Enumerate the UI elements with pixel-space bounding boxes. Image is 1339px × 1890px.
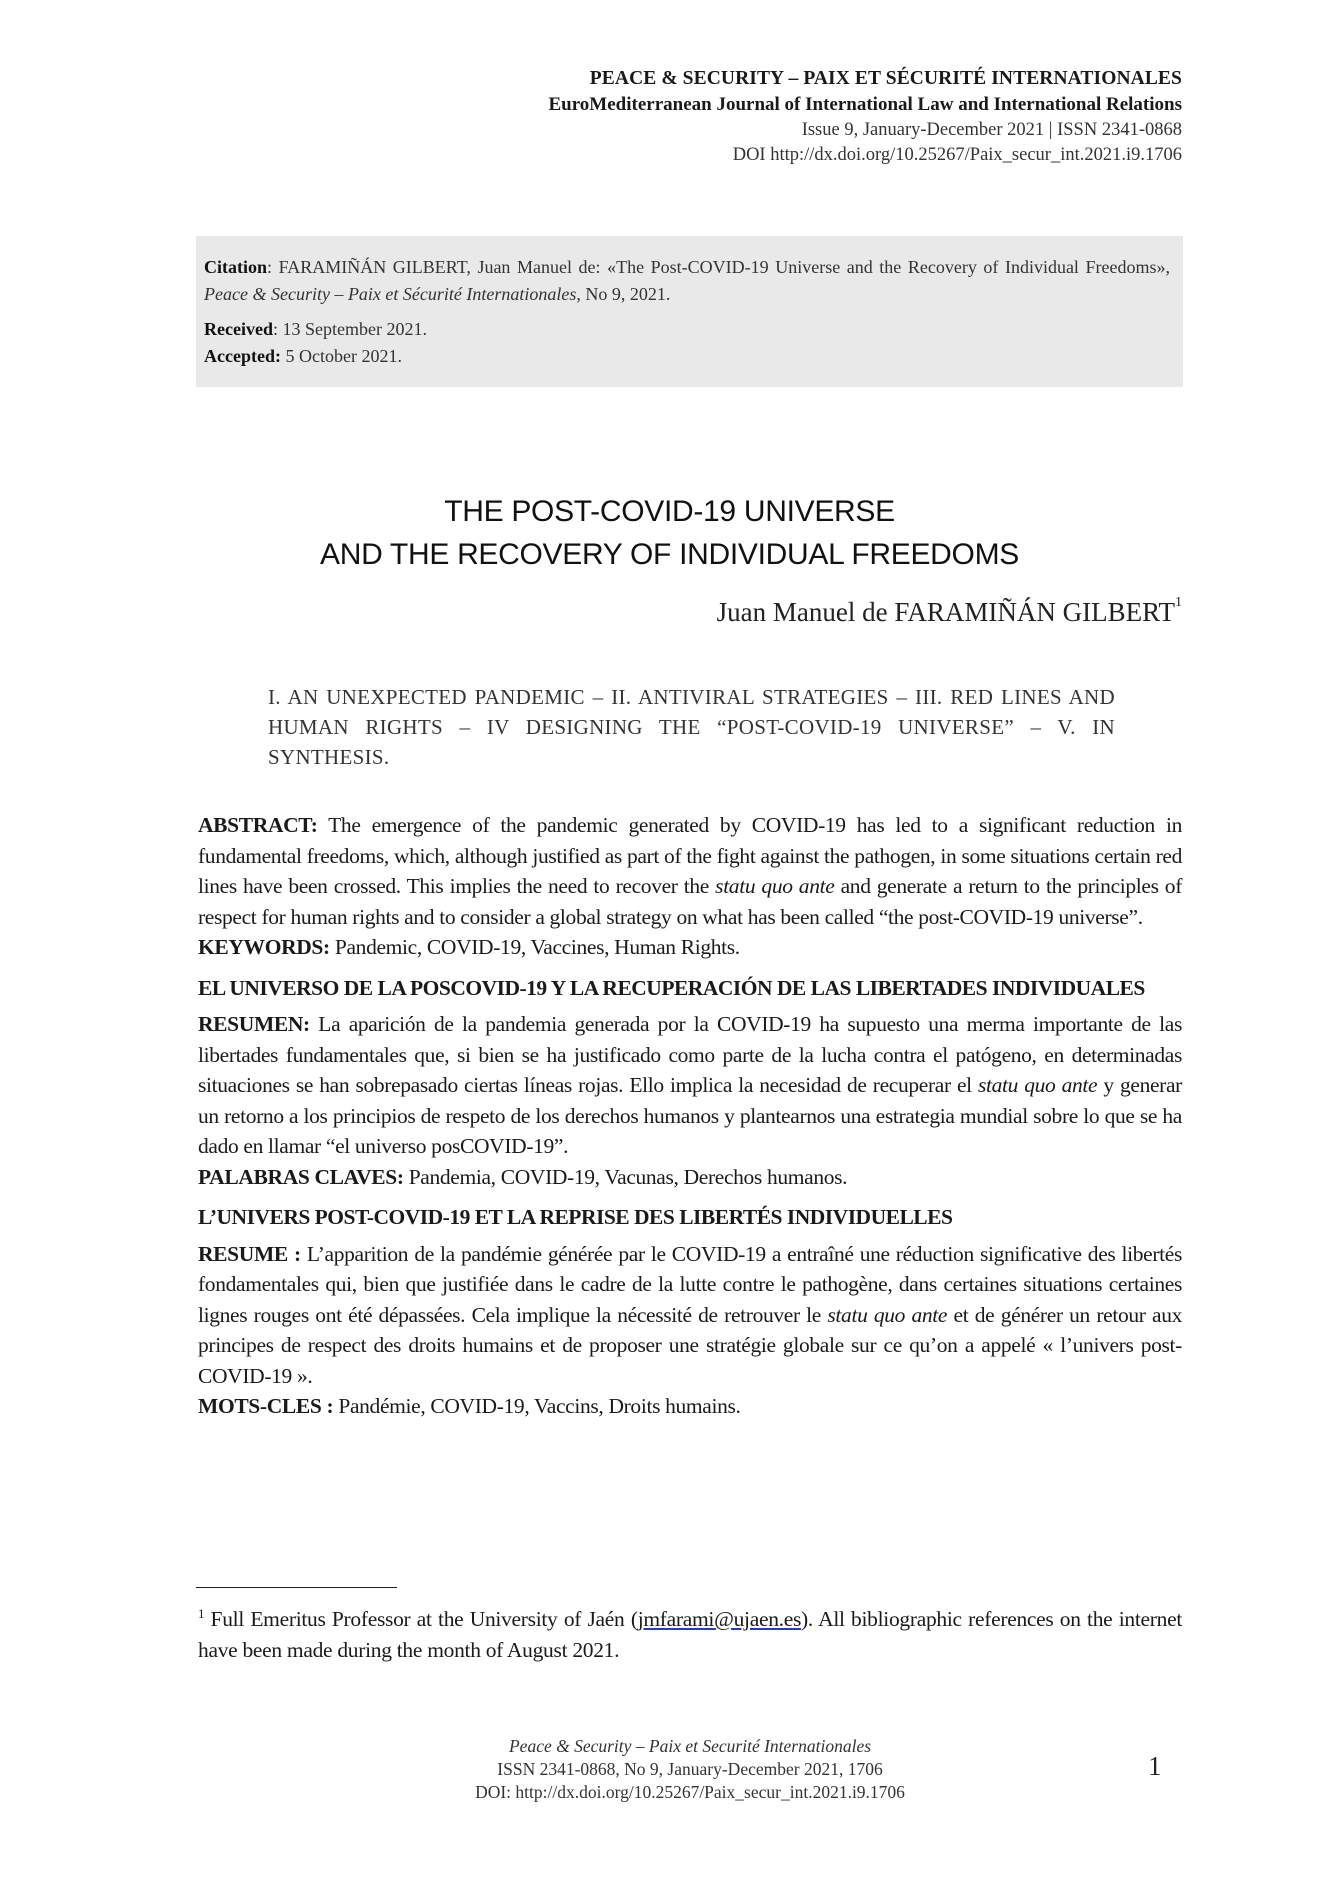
citation-label: Citation [204,257,267,277]
keywords-fr [198,1391,1182,1422]
received-label: Received [204,319,273,339]
page-number: 1 [1148,1751,1162,1781]
title-line-1: THE POST-COVID-19 UNIVERSE [444,495,895,528]
resumen-text-a: La aparición de la pandemia generada por la COVID-19 ha supuesto una merma importante de las libertades fundamentales que, si bien se ha justificado como parte de la lucha contra el patógeno, en determinadas situaciones se han sobrepasado ciertas líneas rojas. Ello implica la necesidad de recuperar el [198,1012,1182,1097]
footnote-text-a: Full Emeritus Professor at the University of Jaén ( [204,1607,638,1632]
abstract-text-b: and generate a return to the principles of respect for human rights and to consider a global strategy on what has been called “the post-COVID-19 universe”. [198,874,1183,929]
received-line [204,316,1170,343]
citation-text [204,254,1170,308]
author-line [717,597,1182,628]
footnote-divider [196,1587,397,1588]
journal-subtitle: EuroMediterranean Journal of International Law and International Relations [548,94,1182,115]
accepted-label: Accepted: [204,346,281,366]
resumen-italic: statu quo ante [977,1073,1098,1097]
resumen-label: RESUMEN: [198,1012,310,1036]
footer-doi: DOI: http://dx.doi.org/10.25267/Paix_secur_int.2021.i9.1706 [475,1782,905,1802]
article-title [0,490,1339,576]
received-date: : 13 September 2021. [272,319,427,339]
palabras-claves-text: Pandemia, COVID-19, Vacunas, Derechos humanos. [403,1164,848,1189]
header-doi: DOI http://dx.doi.org/10.25267/Paix_secur_int.2021.i9.1706 [732,145,1182,165]
abstract-label: ABSTRACT: [198,813,318,837]
title-line-2: AND THE RECOVERY OF INDIVIDUAL FREEDOMS [320,538,1019,571]
french-heading: L’UNIVERS POST-COVID-19 ET LA REPRISE DES LIBERTÉS INDIVIDUELLES [198,1205,953,1229]
mots-cles-label: MOTS-CLES : [198,1394,334,1418]
citation-body: : FARAMIÑÁN GILBERT, Juan Manuel de: «The Post-COVID-19 Universe and the Recovery of Individual Freedoms», [267,257,1170,277]
author-footnote-mark[interactable]: 1 [1175,595,1182,610]
abstract-text-a: The emergence of the pandemic generated by COVID-19 has led to a significant reduction in fundamental freedoms, which, although justified as part of the fight against the pathogen, in some situations certain red lines have been crossed. This implies the need to recover the [198,813,1182,898]
resume-italic: statu quo ante [827,1302,948,1327]
resume-fr [198,1239,1182,1392]
spanish-heading: EL UNIVERSO DE LA POSCOVID-19 Y LA RECUPERACIÓN DE LAS LIBERTADES INDIVIDUALES [198,975,1145,1000]
abstract-en [198,810,1182,932]
resumen-text-b: y generar un retorno a los principios de respeto de los derechos humanos y plantearnos una estrategia mundial sobre lo que se ha dado en llamar “el universo posCOVID-19”. [198,1073,1182,1158]
footer-journal: Peace & Security – Paix et Securité Internationales [508,1736,872,1756]
accepted-date: 5 October 2021. [280,346,402,366]
footer-issn: ISSN 2341-0868, No 9, January-December 2021, 1706 [497,1759,883,1779]
journal-header [548,66,1182,168]
palabras-claves-label: PALABRAS CLAVES: [198,1164,404,1189]
issue-info: Issue 9, January-December 2021 | ISSN 2341-0868 [801,120,1182,140]
resume-text-b: et de générer un retour aux principes de respect des droits humains et de proposer une stratégie globale sur ce qu’on a appelé « l’univers post-COVID-19 ». [198,1302,1182,1388]
citation-box [196,236,1183,387]
keywords-es [198,1162,1182,1193]
footnote-text-b: ). All bibliographic references on the internet have been made during the month of August 2021. [198,1607,1182,1663]
citation-journal: Peace & Security – Paix et Sécurité Internationales [204,284,577,304]
author-email-link[interactable]: jmfarami@ujaen.es [637,1607,802,1632]
keywords-en [198,932,1182,963]
keywords-text: Pandemic, COVID-19, Vaccines, Human Rights. [329,935,740,959]
author-name: Juan Manuel de FARAMIÑÁN GILBERT [716,597,1175,627]
keywords-label: KEYWORDS: [198,935,330,959]
resumen-es [198,1009,1182,1162]
journal-title: PEACE & SECURITY – PAIX ET SÉCURITÉ INTERNATIONALES [589,68,1182,89]
footnote-mark: 1 [198,1606,205,1621]
table-of-contents: I. AN UNEXPECTED PANDEMIC – II. ANTIVIRAL STRATEGIES – III. RED LINES AND HUMAN RIGHTS – IV DESIGNING THE “POST-COVID-19 UNIVERSE” – V. IN SYNTHESIS. [268,685,1115,769]
abstract-italic: statu quo ante [715,874,835,898]
citation-tail: , No 9, 2021. [576,284,671,304]
page-footer [380,1735,1000,1804]
abstracts [198,810,1182,1422]
resume-label: RESUME : [198,1241,301,1266]
resume-text-a: L’apparition de la pandémie générée par le COVID-19 a entraîné une réduction significative des libertés fondamentales qui, bien que justifiée dans le cadre de la lutte contre le pathogène, dans certaines situations certaines lignes rouges ont été dépassées. Cela implique la nécessité de retrouver le [198,1241,1183,1327]
footnote [198,1598,1182,1666]
mots-cles-text: Pandémie, COVID-19, Vaccins, Droits humains. [333,1394,741,1418]
accepted-line [204,343,1170,370]
